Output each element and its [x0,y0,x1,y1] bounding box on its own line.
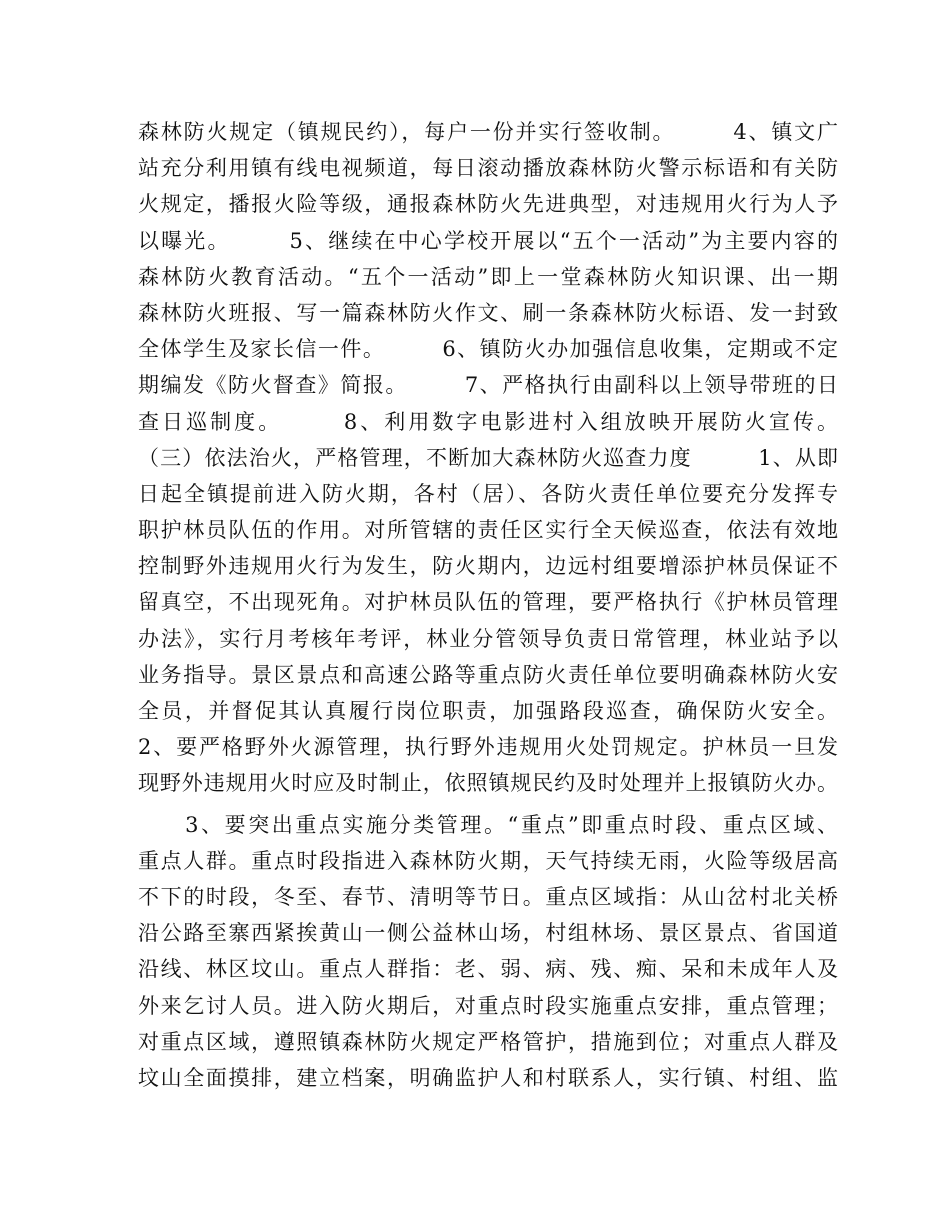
text-line: 重点人群。重点时段指进入森林防火期，天气持续无雨，火险等级居高 [138,848,838,873]
text-line: 职护林员队伍的作用。对所管辖的责任区实行全天候巡查，依法有效地 [138,518,838,543]
text-line: 不下的时段，冬至、春节、清明等节日。重点区域指：从山岔村北关桥 [138,884,838,909]
text-line: 森林防火规定（镇规民约），每户一份并实行签收制。 4、镇文广 [138,120,838,144]
text-line: 2、要严格野外火源管理，执行野外违规用火处罚规定。护林员一旦发 [138,735,838,760]
text-line: 全员，并督促其认真履行岗位职责，加强路段巡查，确保防火安全。 [138,699,838,723]
text-line: 沿线、林区坟山。重点人群指：老、弱、病、残、痴、呆和未成年人及 [138,957,838,982]
text-line: 日起全镇提前进入防火期，各村（居）、各防火责任单位要充分发挥专 [138,481,838,506]
text-line: 3、要突出重点实施分类管理。“重点”即重点时段、重点区域、 [138,812,838,837]
text-line: 对重点区域，遵照镇森林防火规定严格管护，措施到位；对重点人群及 [138,1029,838,1054]
text-line: 坟山全面摸排，建立档案，明确监护人和村联系人，实行镇、村组、监 [138,1065,838,1090]
text-line: 控制野外违规用火行为发生，防火期内，边远村组要增添护林员保证不 [138,554,838,579]
text-line: 业务指导。景区景点和高速公路等重点防火责任单位要明确森林防火安 [138,662,838,687]
text-line: 现野外违规用火时应及时制止，依照镇规民约及时处理并上报镇防火办。 [138,771,838,796]
text-line: 外来乞讨人员。进入防火期后，对重点时段实施重点安排，重点管理； [138,993,838,1018]
text-line: 沿公路至寨西紧挨黄山一侧公益林山场，村组林场、景区景点、省国道 [138,921,838,946]
text-line: 期编发《防火督查》简报。 7、严格执行由副科以上领导带班的日 [138,373,838,398]
text-line: 查日巡制度。 8、利用数字电影进村入组放映开展防火宣传。 [138,409,838,434]
text-line: 火规定，播报火险等级，通报森林防火先进典型，对违规用火行为人予 [138,192,838,217]
text-line: 留真空，不出现死角。对护林员队伍的管理，要严格执行《护林员管理 [138,590,838,615]
text-line: 站充分利用镇有线电视频道，每日滚动播放森林防火警示标语和有关防 [138,156,838,181]
text-line: 全体学生及家长信一件。 6、镇防火办加强信息收集，定期或不定 [138,337,838,362]
body-text [138,114,838,1096]
text-line: 森林防火教育活动。“五个一活动”即上一堂森林防火知识课、出一期 [138,264,838,289]
text-line: 办法》，实行月考核年考评，林业分管领导负责日常管理，林业站予以 [138,626,838,651]
text-line: 森林防火班报、写一篇森林防火作文、刷一条森林防火标语、发一封致 [138,300,838,325]
text-line: 以曝光。 5、继续在中心学校开展以“五个一活动”为主要内容的 [138,228,838,253]
text-line: （三）依法治火，严格管理，不断加大森林防火巡查力度 1、从即 [138,445,838,470]
